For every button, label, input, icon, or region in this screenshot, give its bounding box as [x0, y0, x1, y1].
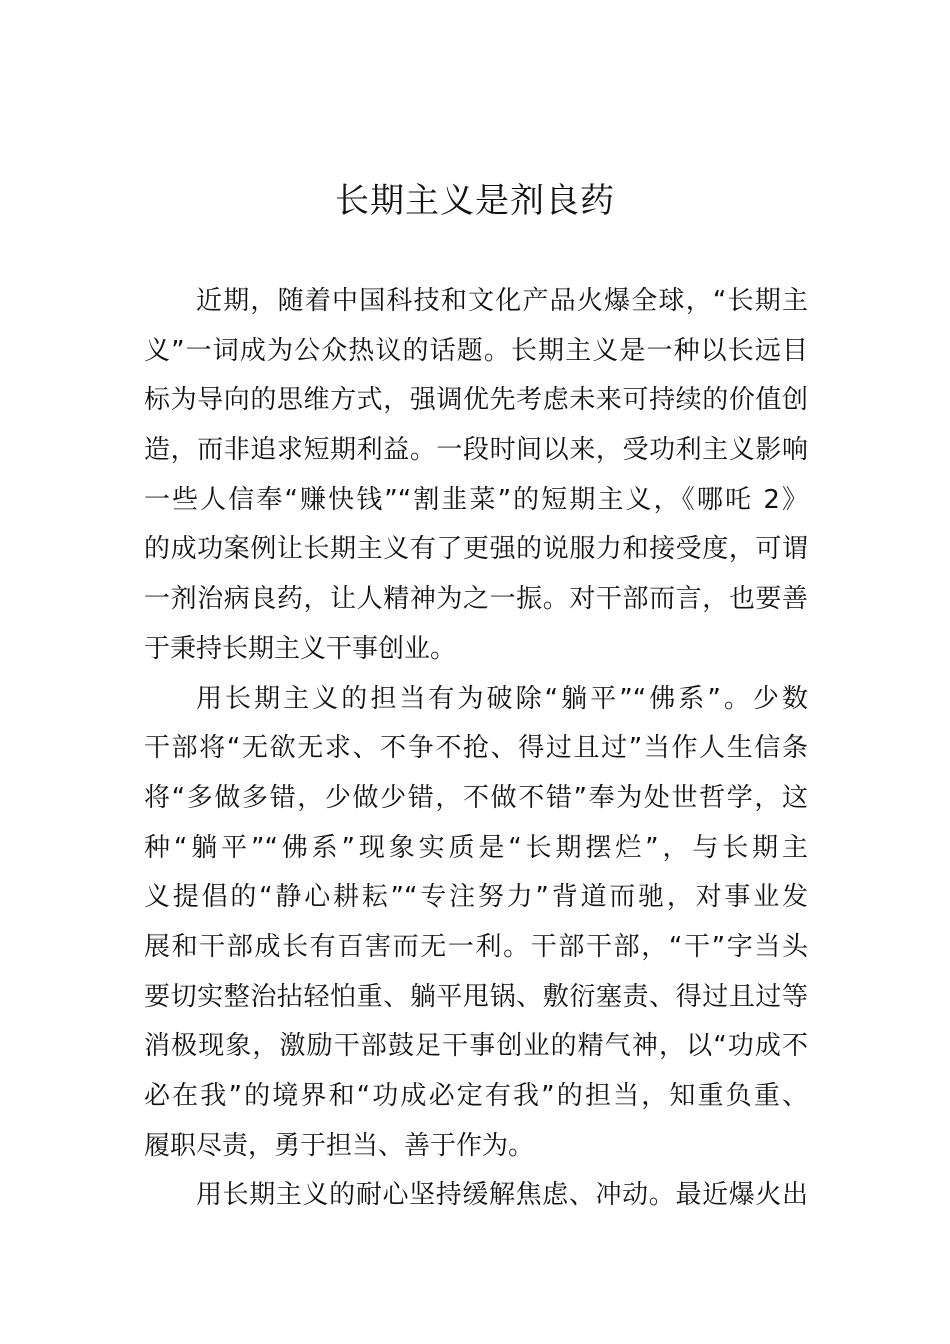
paragraph-line: 标为导向的思维方式，强调优先考虑未来可持续的价值创 [144, 385, 808, 416]
paragraph-line: 用长期主义的担当有为破除“躺平”“佛系”。少数 [196, 683, 808, 714]
paragraph-line: 一剂治病良药，让人精神为之一振。对干部而言，也要善 [144, 584, 808, 615]
paragraph-line: 的成功案例让长期主义有了更强的说服力和接受度，可谓 [144, 534, 808, 565]
paragraph-line: 种“躺平”“佛系”现象实质是“长期摆烂”，与长期主 [144, 832, 808, 863]
paragraph-line: 用长期主义的耐心坚持缓解焦虑、冲动。最近爆火出 [196, 1180, 808, 1211]
paragraph-line: 一些人信奉“赚快钱”“割韭菜”的短期主义，《哪吒 2》 [144, 484, 808, 515]
paragraph-line: 要切实整治拈轻怕重、躺平甩锅、敷衍塞责、得过且过等 [144, 981, 808, 1012]
document-title: 长期主义是剂良药 [335, 181, 615, 221]
paragraph-line: 将“多做多错，少做少错，不做不错”奉为处世哲学，这 [144, 782, 808, 813]
paragraph-line: 义”一词成为公众热议的话题。长期主义是一种以长远目 [144, 335, 808, 366]
paragraph-line: 义提倡的“静心耕耘”“专注努力”背道而驰，对事业发 [144, 882, 808, 913]
paragraph-line: 造，而非追求短期利益。一段时间以来，受功利主义影响 [144, 435, 808, 466]
paragraph-line: 消极现象，激励干部鼓足干事创业的精气神，以“功成不 [144, 1031, 808, 1062]
paragraph-line: 履职尽责，勇于担当、善于作为。 [144, 1130, 535, 1161]
paragraph-line: 于秉持长期主义干事创业。 [144, 633, 457, 664]
paragraph-line: 展和干部成长有百害而无一利。干部干部，“干”字当头 [144, 931, 808, 962]
paragraph-line: 近期，随着中国科技和文化产品火爆全球，“长期主 [196, 286, 808, 316]
paragraph-line: 必在我”的境界和“功成必定有我”的担当，知重负重、 [144, 1081, 808, 1111]
document-body [144, 277, 808, 1221]
paragraph-line: 干部将“无欲无求、不争不抢、得过且过”当作人生信条 [144, 733, 808, 764]
